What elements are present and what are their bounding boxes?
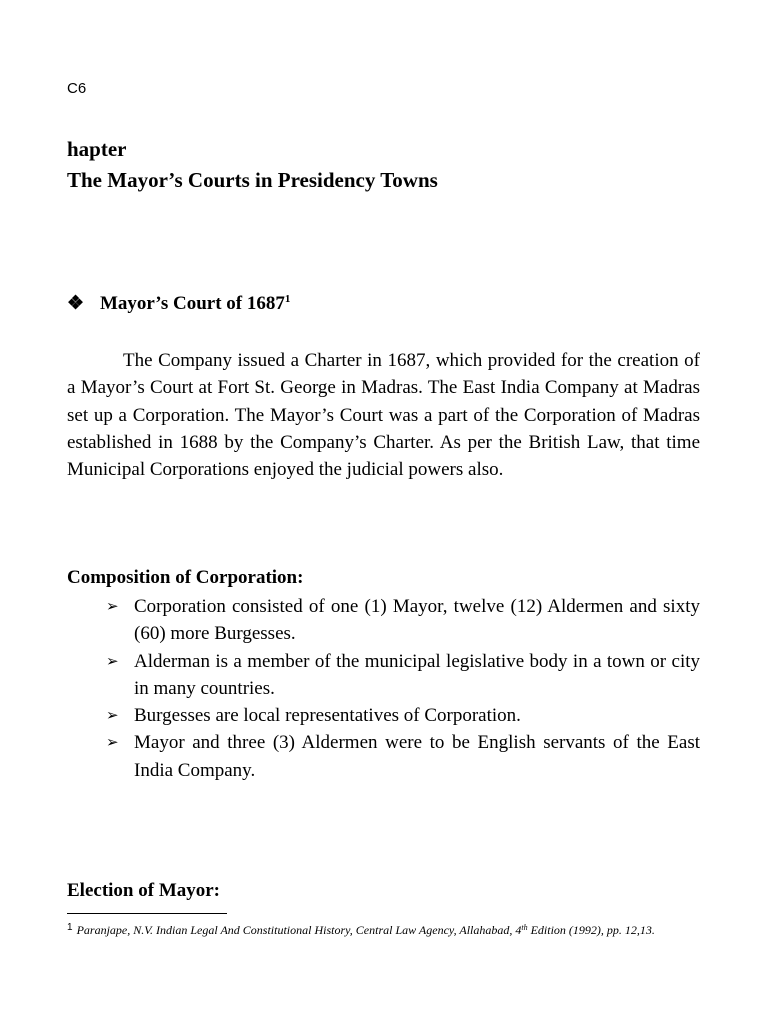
- body-paragraph: The Company issued a Charter in 1687, which provided for the creation of a Mayor’s Court at Fort St. George in Madras. The East India Company at Madras set up a Corporation. The Mayor’s Court was a part of the Corporation of Madras established in 1688 by the Company’s Charter. As per the British Law, that time Municipal Corporations enjoyed the judicial powers also.: [67, 350, 700, 481]
- footnote: [67, 919, 700, 939]
- section-heading: [67, 292, 290, 315]
- footnote-superscript: th: [521, 923, 528, 932]
- composition-list: [106, 593, 700, 784]
- list-item-text: Burgesses are local representatives of Corporation.: [134, 705, 521, 727]
- list-item: [106, 648, 700, 703]
- election-heading: Election of Mayor:: [67, 880, 221, 901]
- composition-heading: Composition of Corporation:: [67, 567, 304, 588]
- footnote-text-before: Paranjape, N.V. Indian Legal And Constitutional History, Central Law Agency, Allahabad, 4: [76, 923, 522, 937]
- list-item: [106, 729, 700, 784]
- footnote-mark: 1: [67, 922, 73, 933]
- diamond-bullet-icon: ❖: [67, 293, 85, 314]
- arrow-bullet-icon: ➢: [106, 706, 119, 725]
- section-heading-text: Mayor’s Court of 1687: [100, 293, 285, 314]
- arrow-bullet-icon: ➢: [106, 597, 119, 615]
- list-item-text: Alderman is a member of the municipal legislative body in a town or city in many countries.: [134, 650, 700, 699]
- footnote-reference: 1: [284, 293, 291, 305]
- footnote-divider: [67, 913, 227, 914]
- list-item: [106, 593, 700, 648]
- list-item: [106, 702, 700, 729]
- chapter-word: hapter: [67, 137, 127, 161]
- footnote-text-after: Edition (1992), pp. 12,13.: [527, 923, 655, 937]
- list-item-text: Mayor and three (3) Aldermen were to be English servants of the East India Company.: [134, 732, 700, 781]
- chapter-title: The Mayor’s Courts in Presidency Towns: [67, 168, 438, 192]
- list-item-text: Corporation consisted of one (1) Mayor, twelve (12) Aldermen and sixty (60) more Burgesses.: [134, 596, 700, 645]
- arrow-bullet-icon: ➢: [106, 733, 119, 752]
- page-label: C6: [67, 80, 87, 97]
- arrow-bullet-icon: ➢: [106, 651, 119, 670]
